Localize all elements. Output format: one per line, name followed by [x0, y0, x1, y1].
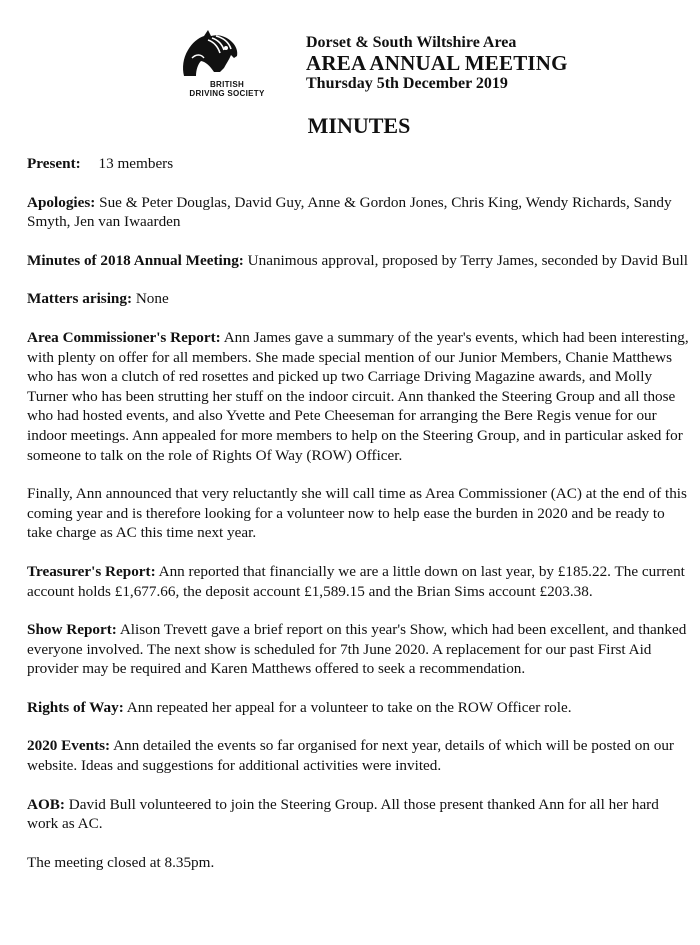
minutes-body	[27, 154, 689, 891]
treasurer-text: Ann reported that financially we are a little down on last year, by £185.22. The current account holds £1,677.66, the deposit account £1,589.15 and the Brian Sims account £203.38.	[27, 562, 685, 600]
present-text: 13 members	[98, 155, 174, 172]
minutes-2018-text: Unanimous approval, proposed by Terry James, seconded by David Bull	[247, 251, 688, 269]
british-driving-society-logo	[168, 28, 286, 102]
commissioner-label: Area Commissioner's Report:	[27, 328, 221, 346]
matters-label: Matters arising:	[27, 290, 133, 308]
events-paragraph	[27, 736, 689, 775]
meeting-date: Thursday 5th December 2019	[306, 75, 508, 92]
show-paragraph	[27, 620, 689, 679]
aob-paragraph	[27, 795, 689, 834]
present-label: Present:	[27, 155, 81, 172]
treasurer-paragraph	[27, 562, 689, 601]
rights-paragraph	[27, 698, 689, 718]
matters-paragraph	[27, 289, 689, 309]
show-label: Show Report:	[27, 621, 117, 639]
minutes-2018-label: Minutes of 2018 Annual Meeting:	[27, 251, 244, 269]
commissioner-text: Ann James gave a summary of the year's events, which had been interesting, with plenty on offer for all members. She made special mention of our Junior Members, Chanie Matthews who has won a clutch of red rosettes and picked up two Carriage Driving Magazine awards, and Molly Turner who has been strutting her stuff on the indoor circuit. Ann thanked the Steering Group and all those who had hosted events, and also Yvette and Pete Cheeseman for arranging the Bere Regis venue for our indoor meetings. Ann appealed for more members to help on the Steering Group, and in particular asked for someone to talk on the role of Rights Of Way (ROW) Officer.	[27, 328, 689, 464]
minutes-2018-paragraph	[27, 251, 689, 271]
treasurer-label: Treasurer's Report:	[27, 562, 156, 580]
present-paragraph	[27, 154, 689, 174]
finally-paragraph: Finally, Ann announced that very reluctantly she will call time as Area Commissioner (AC) at the end of this coming year and is therefore looking for a volunteer now to help ease the burden in 2020 and be ready to take charge as AC this time next year.	[27, 485, 687, 542]
document-title-wrap	[0, 113, 700, 139]
document-title: MINUTES	[307, 113, 411, 138]
events-text: Ann detailed the events so far organised for next year, details of which will be posted on our website. Ideas and suggestions for additional activities were invited.	[27, 737, 674, 775]
apologies-text: Sue & Peter Douglas, David Guy, Anne & Gordon Jones, Chris King, Wendy Richards, Sandy Smyth, Jen van Iwaarden	[27, 193, 672, 231]
meeting-title: AREA ANNUAL MEETING	[306, 51, 568, 75]
show-text: Alison Trevett gave a brief report on this year's Show, which had been excellent, and thanked everyone involved. The next show is scheduled for 7th June 2020. A replacement for our past First Aid provider may be required and Karen Matthews offered to seek a recommendation.	[27, 621, 687, 678]
closing-paragraph: The meeting closed at 8.35pm.	[27, 853, 215, 871]
apologies-label: Apologies:	[27, 193, 96, 211]
matters-text: None	[135, 290, 169, 308]
area-name: Dorset & South Wiltshire Area	[306, 34, 517, 51]
rights-text: Ann repeated her appeal for a volunteer to take on the ROW Officer role.	[126, 698, 572, 716]
header-titles	[306, 34, 568, 93]
document-header	[0, 0, 700, 110]
aob-label: AOB:	[27, 795, 65, 813]
rights-label: Rights of Way:	[27, 698, 124, 716]
commissioner-paragraph	[27, 328, 689, 465]
events-label: 2020 Events:	[27, 737, 111, 755]
aob-text: David Bull volunteered to join the Steering Group. All those present thanked Ann for all her hard work as AC.	[27, 795, 659, 833]
apologies-paragraph	[27, 193, 689, 232]
horse-head-icon	[174, 28, 254, 80]
logo-text-line2: DRIVING SOCIETY	[189, 89, 265, 98]
logo-text-line1: BRITISH	[209, 80, 245, 89]
